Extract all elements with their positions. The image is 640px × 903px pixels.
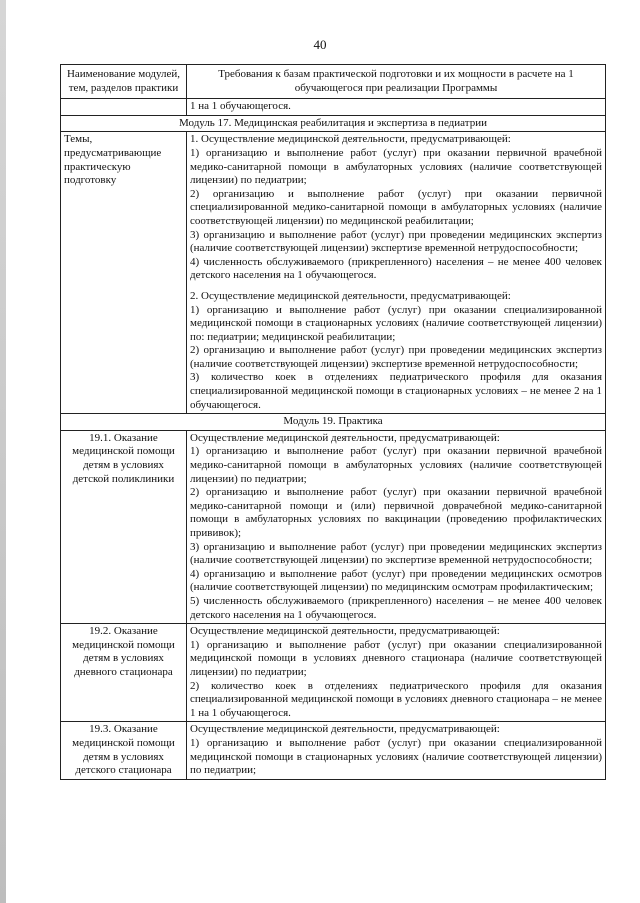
requirement-line: 1. Осуществление медицинской деятельности, предусматривающей: [190, 133, 511, 146]
section-19-3-requirements [187, 722, 606, 779]
module-19-title: Модуль 19. Практика [61, 414, 606, 431]
module-17-requirements [187, 132, 606, 414]
module-19-row [61, 414, 606, 431]
requirement-line: Осуществление медицинской деятельности, предусматривающей: [190, 431, 500, 444]
requirement-line: 4) численность обслуживаемого (прикрепленного) населения – не менее 400 человек детского населения на 1 обучающегося. [190, 255, 602, 282]
requirement-line: Осуществление медицинской деятельности, предусматривающей: [190, 723, 500, 736]
table-row [61, 722, 606, 779]
module-17-row [61, 115, 606, 132]
header-col-requirements: Требования к базам практической подготовки и их мощности в расчете на 1 обучающегося при реализации Программы [187, 65, 606, 99]
page-number: 40 [313, 37, 327, 52]
requirement-line: 5) численность обслуживаемого (прикрепленного) населения – не менее 400 человек детского населения на 1 обучающегося. [190, 594, 602, 621]
requirement-line: 4) организацию и выполнение работ (услуг) при проведении медицинских осмотров (наличие соответствующей лицензии) по медицинским осмотрам профилактическим; [190, 567, 602, 594]
requirements-block-1 [190, 133, 602, 283]
empty-cell [61, 99, 187, 116]
topics-label: Темы, предусматривающие практическую подготовку [61, 132, 187, 414]
section-19-1-label: 19.1. Оказание медицинской помощи детям в условиях детской поликлиники [61, 430, 187, 623]
table-row [61, 624, 606, 722]
requirement-line: 3) организацию и выполнение работ (услуг) при проведении медицинских экспертиз (наличие соответствующей лицензии) экспертизе временной нетрудоспособности; [190, 228, 602, 255]
requirement-line: 2) организацию и выполнение работ (услуг) при оказании первичной специализированной медико-санитарной помощи в амбулаторных условиях (наличие соответствующей лицензии) по медицинской реабилитации; [190, 187, 602, 227]
section-19-1-requirements [187, 430, 606, 623]
requirement-line: 3) организацию и выполнение работ (услуг) при проведении медицинских экспертиз (наличие соответствующей лицензии) по экспертизе временной нетрудоспособности; [190, 540, 602, 567]
requirement-line: 1) организацию и выполнение работ (услуг) при оказании первичной врачебной медико-санитарной помощи в амбулаторных условиях (наличие соответствующей лицензии) по педиатрии; [190, 146, 602, 187]
requirements-table [60, 64, 606, 780]
module-17-title: Модуль 17. Медицинская реабилитация и экспертиза в педиатрии [61, 115, 606, 132]
table-row [61, 132, 606, 414]
requirement-line: 1) организацию и выполнение работ (услуг) при оказании специализированной медицинской помощи в условиях дневного стационара (наличие соответствующей лицензии) по педиатрии; [190, 638, 602, 678]
section-19-2-requirements [187, 624, 606, 722]
scan-edge [0, 0, 6, 903]
header-col-modules: Наименование модулей, тем, разделов практики [61, 65, 187, 99]
continuation-cell [187, 99, 606, 116]
requirement-line: 2) организацию и выполнение работ (услуг) при оказании первичной врачебной медико-санитарной помощи и (или) первичной доврачебной медико-санитарной помощи в амбулаторных условиях по вакцинации (проведению профилактических прививок); [190, 486, 602, 539]
requirement-line: 3) количество коек в отделениях педиатрического профиля для оказания специализированной медицинской помощи в стационарных условиях – не менее 2 на 1 обучающегося. [190, 371, 602, 411]
section-19-2-label: 19.2. Оказание медицинской помощи детям в условиях дневного стационара [61, 624, 187, 722]
table-row [61, 430, 606, 623]
table-row [61, 99, 606, 116]
continuation-text: 1 на 1 обучающегося. [190, 100, 291, 113]
requirement-line: 1) организацию и выполнение работ (услуг) при оказании специализированной медицинской помощи в стационарных условиях (наличие соответствующей лицензии) по: педиатрии; медицинской реабилитации; [190, 303, 602, 343]
requirement-line: 2) количество коек в отделениях педиатрического профиля для оказания специализированной медицинской помощи в условиях дневного стационара – не менее 1 на 1 обучающегося. [190, 679, 602, 719]
requirement-line: 1) организацию и выполнение работ (услуг) при оказании специализированной медицинской помощи в стационарных условиях (наличие соответствующей лицензии) по педиатрии; [190, 736, 602, 777]
table-header-row [61, 65, 606, 99]
requirement-line: Осуществление медицинской деятельности, предусматривающей: [190, 625, 500, 638]
requirement-line: 2) организацию и выполнение работ (услуг) при проведении медицинских экспертиз (наличие соответствующей лицензии) экспертизе временной нетрудоспособности; [190, 344, 602, 370]
requirement-line: 2. Осуществление медицинской деятельности, предусматривающей: [190, 289, 511, 302]
section-19-3-label: 19.3. Оказание медицинской помощи детям в условиях детского стационара [61, 722, 187, 779]
requirement-line: 1) организацию и выполнение работ (услуг) при оказании первичной врачебной медико-санитарной помощи в амбулаторных условиях (наличие соответствующей лицензии) по педиатрии; [190, 445, 602, 485]
requirements-block-2 [190, 290, 602, 412]
